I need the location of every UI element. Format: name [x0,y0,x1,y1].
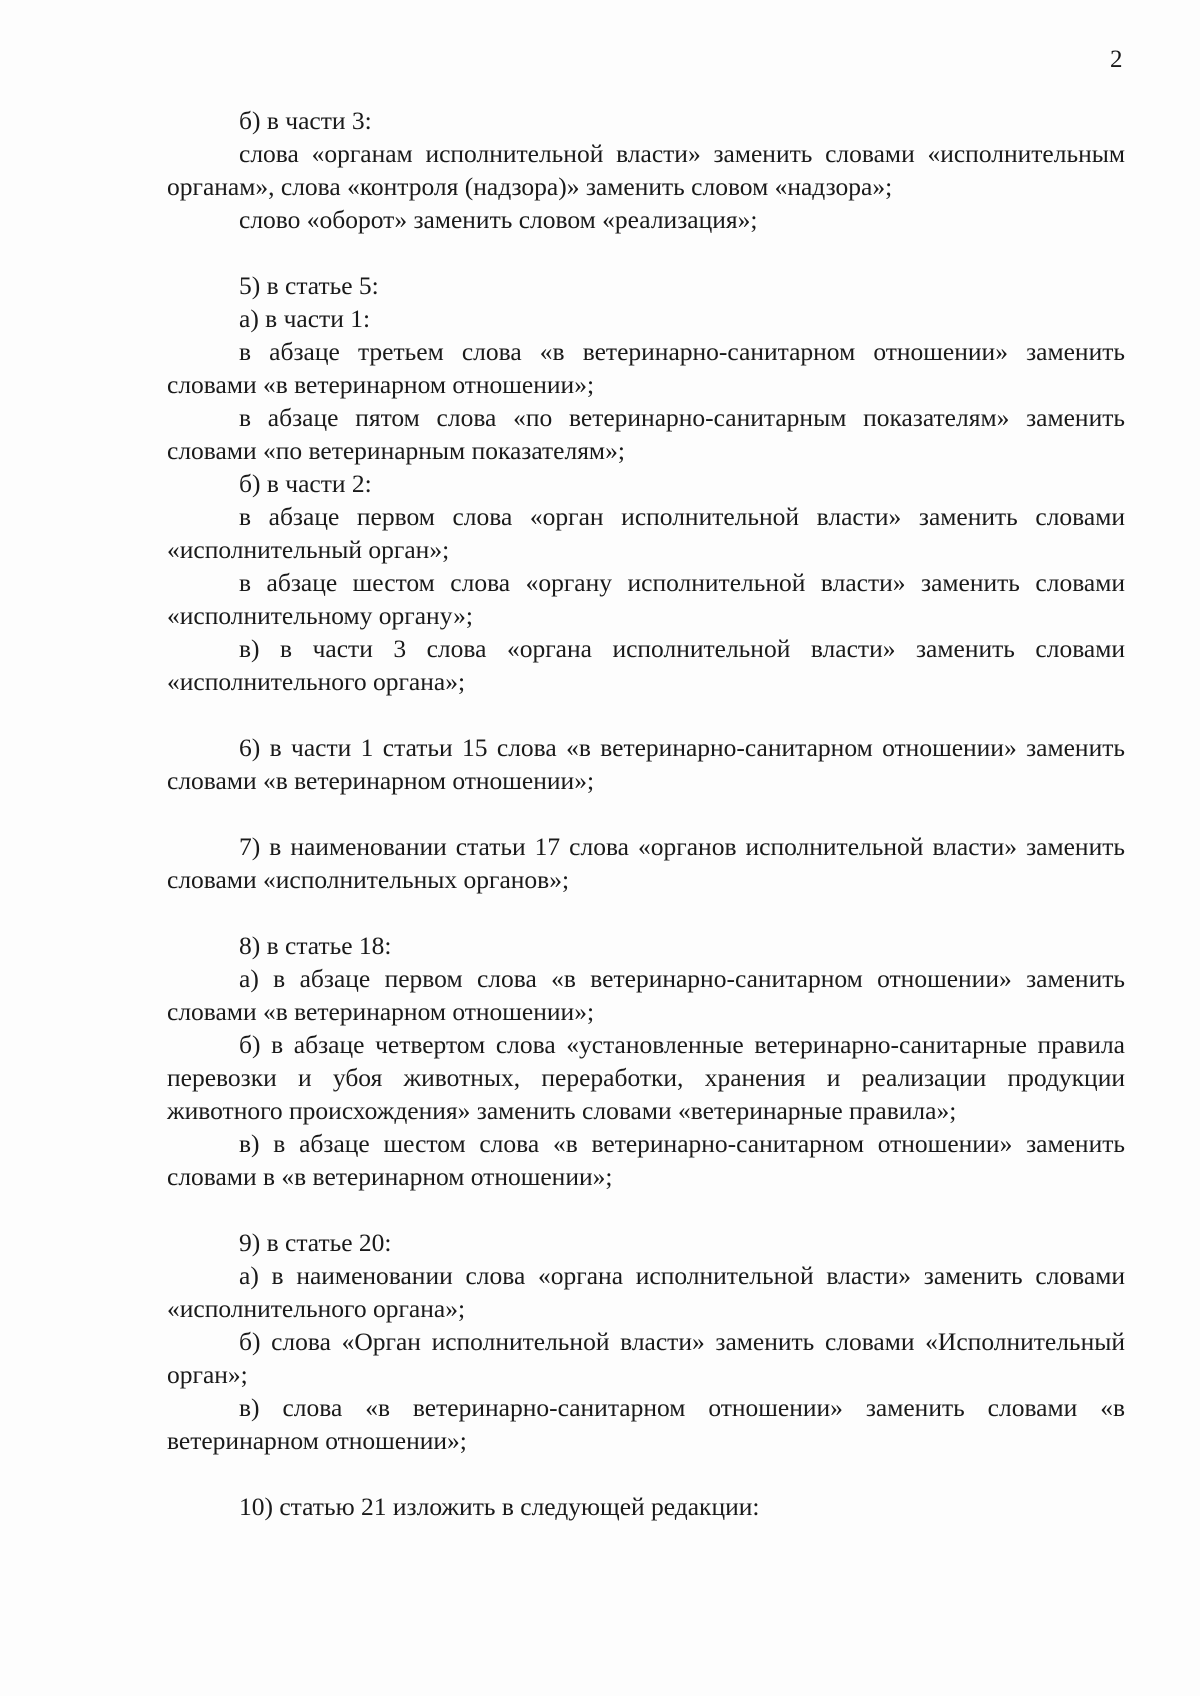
section-heading: 5) в статье 5: [239,271,379,300]
paragraph: б) в части 2: [239,469,372,498]
section-heading: 7) в наименовании статьи 17 слова «органов исполнительной власти» заменить словами «исполнительных органов»; [167,832,1125,894]
paragraph: в абзаце пятом слова «по ветеринарно-санитарным показателям» заменить словами «по ветеринарным показателям»; [167,403,1125,465]
paragraph: в) в части 3 слова «органа исполнительной власти» заменить словами «исполнительного органа»; [167,634,1125,696]
paragraph: в) в абзаце шестом слова «в ветеринарно-санитарном отношении» заменить словами в «в ветеринарном отношении»; [167,1129,1125,1191]
paragraph: а) в части 1: [239,304,371,333]
paragraph: слова «органам исполнительной власти» заменить словами «исполнительным органам», слова «контроля (надзора)» заменить словом «надзора»; [167,139,1125,201]
paragraph: а) в абзаце первом слова «в ветеринарно-санитарном отношении» заменить словами «в ветеринарном отношении»; [167,964,1125,1026]
paragraph: б) слова «Орган исполнительной власти» заменить словами «Исполнительный орган»; [167,1327,1125,1389]
paragraph: б) в абзаце четвертом слова «установленные ветеринарно-санитарные правила перевозки и убоя животных, переработки, хранения и реализации продукции животного происхождения» заменить словами «ветеринарные правила»; [167,1030,1125,1125]
section-heading: 6) в части 1 статьи 15 слова «в ветеринарно-санитарном отношении» заменить словами «в ветеринарном отношении»; [167,733,1125,795]
paragraph: в абзаце шестом слова «органу исполнительной власти» заменить словами «исполнительному органу»; [167,568,1125,630]
paragraph: в) слова «в ветеринарно-санитарном отношении» заменить словами «в ветеринарном отношении»; [167,1393,1125,1455]
section-heading: 9) в статье 20: [239,1228,392,1257]
section-heading: 10) статью 21 изложить в следующей редакции: [239,1492,760,1521]
section-heading: 8) в статье 18: [239,931,392,960]
paragraph: б) в части 3: [239,106,372,135]
document-body [167,104,1125,1523]
page-number: 2 [1110,46,1123,73]
paragraph: в абзаце третьем слова «в ветеринарно-санитарном отношении» заменить словами «в ветеринарном отношении»; [167,337,1125,399]
paragraph: а) в наименовании слова «органа исполнительной власти» заменить словами «исполнительного органа»; [167,1261,1125,1323]
paragraph: слово «оборот» заменить словом «реализация»; [239,205,758,234]
paragraph: в абзаце первом слова «орган исполнительной власти» заменить словами «исполнительный орган»; [167,502,1125,564]
